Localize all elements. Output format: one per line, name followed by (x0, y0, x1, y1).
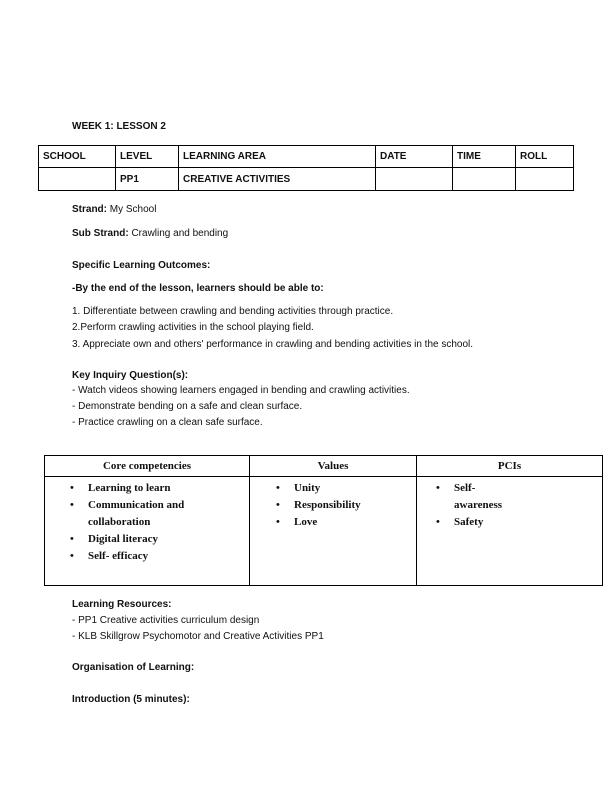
outcome-item: 2.Perform crawling activities in the school playing field. (72, 322, 314, 333)
bullet-icon: • (276, 482, 280, 494)
cell-learning-area: CREATIVE ACTIVITIES (179, 168, 376, 191)
bullet-icon: • (70, 533, 74, 545)
cell-level: PP1 (116, 168, 179, 191)
table-header-row (45, 456, 603, 477)
list-item: • Communication and collaboration (70, 499, 185, 528)
table-row (45, 477, 603, 586)
strand-label: Strand: (72, 204, 107, 215)
strand-line (72, 204, 156, 215)
cell-date (376, 168, 453, 191)
cell-time (453, 168, 516, 191)
sub-strand-line (72, 228, 228, 239)
table-header-row (39, 146, 574, 168)
list-item: • Digital literacy (88, 531, 248, 548)
cell-school (39, 168, 116, 191)
header-school: SCHOOL (39, 146, 116, 168)
header-values: Values (250, 456, 417, 477)
list-item: • Learning to learn (88, 480, 248, 497)
header-date: DATE (376, 146, 453, 168)
kiq-item: - Demonstrate bending on a safe and clean surface. (72, 401, 303, 412)
header-time: TIME (453, 146, 516, 168)
competencies-table (44, 455, 603, 586)
slo-intro: -By the end of the lesson, learners should be able to: (72, 283, 324, 294)
bullet-icon: • (276, 516, 280, 528)
list-item: • Responsibility (294, 497, 415, 514)
bullet-icon: • (70, 550, 74, 562)
list-item: • Self- efficacy (88, 548, 248, 565)
cell-roll (516, 168, 574, 191)
table-row (39, 168, 574, 191)
bullet-icon: • (436, 482, 440, 494)
pcis-cell (417, 477, 603, 586)
kiq-item: - Practice crawling on a clean safe surface. (72, 417, 263, 428)
list-item: • Love (294, 514, 415, 531)
bullet-icon: • (276, 499, 280, 511)
values-list (276, 480, 415, 531)
header-roll: ROLL (516, 146, 574, 168)
outcome-item: 1. Differentiate between crawling and bending activities through practice. (72, 306, 394, 317)
introduction-heading: Introduction (5 minutes): (72, 694, 190, 705)
header-core-competencies: Core competencies (45, 456, 250, 477)
pcis-list (436, 480, 554, 531)
sub-strand-value: Crawling and bending (128, 228, 229, 239)
resource-item: - PP1 Creative activities curriculum design (72, 615, 260, 626)
bullet-icon: • (70, 482, 74, 494)
resource-item: - KLB Skillgrow Psychomotor and Creative Activities PP1 (72, 631, 324, 642)
core-competencies-list (70, 480, 248, 565)
bullet-icon: • (70, 499, 74, 511)
header-level: LEVEL (116, 146, 179, 168)
list-item: • Unity (294, 480, 415, 497)
bullet-icon: • (436, 516, 440, 528)
list-item: • Self-awareness (436, 482, 503, 511)
strand-value: My School (107, 204, 157, 215)
header-pcis: PCIs (417, 456, 603, 477)
outcome-item: 3. Appreciate own and others' performance in crawling and bending activities in the school. (72, 339, 474, 350)
sub-strand-label: Sub Strand: (72, 228, 129, 239)
lesson-title: WEEK 1: LESSON 2 (72, 121, 166, 132)
resources-heading: Learning Resources: (72, 599, 172, 610)
lesson-info-table (38, 145, 574, 191)
kiq-item: - Watch videos showing learners engaged in bending and crawling activities. (72, 385, 410, 396)
header-learning-area: LEARNING AREA (179, 146, 376, 168)
core-competencies-cell (45, 477, 250, 586)
list-item: • Safety (454, 514, 554, 531)
organisation-heading: Organisation of Learning: (72, 662, 195, 673)
values-cell (250, 477, 417, 586)
kiq-heading: Key Inquiry Question(s): (72, 370, 189, 381)
slo-heading: Specific Learning Outcomes: (72, 260, 211, 271)
